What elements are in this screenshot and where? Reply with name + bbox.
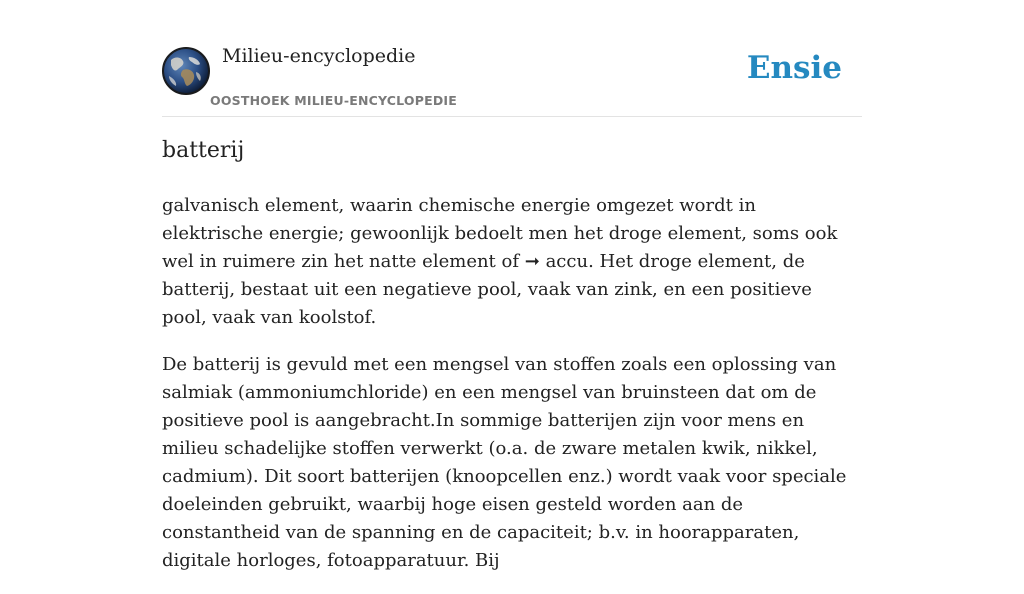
paragraph-text: galvanisch element, waarin chemische energie omgezet wordt in elektrische energie; gewoonlijk bedoelt men het droge element, soms ook wel in ruimere zin het natte element of <box>162 195 838 272</box>
entry-body <box>162 192 862 594</box>
accu-cross-reference-link[interactable] <box>525 251 588 272</box>
ensie-logo-link[interactable]: Ensie <box>746 50 842 86</box>
site-title[interactable]: Milieu-encyclopedie <box>222 45 416 67</box>
site-header <box>162 0 862 117</box>
page <box>162 0 862 571</box>
entry-title: batterij <box>162 138 245 163</box>
paragraph-text: . Het droge element, de batterij, bestaat uit een negatieve pool, vaak van zink, en een positieve pool, vaak van koolstof. <box>162 251 812 328</box>
entry-paragraph: De batterij is gevuld met een mengsel van stoffen zoals een oplossing van salmiak (ammoniumchloride) en een mengsel van bruinsteen dat om de positieve pool is aangebracht.In sommige batterijen zijn voor mens en milieu schadelijke stoffen verwerkt (o.a. de zware metalen kwik, nikkel, cadmium). Dit soort batterijen (knoopcellen enz.) wordt vaak voor speciale doeleinden gebruikt, waarbij hoge eisen gesteld worden aan de constantheid van de spanning en de capaciteit; b.v. in hoorapparaten, digitale horloges, fotoapparatuur. Bij <box>162 354 847 571</box>
entry-paragraph <box>162 192 862 332</box>
cross-reference-arrow-icon: ➞ <box>524 251 540 272</box>
site-subtitle: OOSTHOEK MILIEU-ENCYCLOPEDIE <box>210 93 457 108</box>
cross-reference-label: accu <box>545 251 589 272</box>
earth-globe-icon[interactable] <box>162 47 210 95</box>
